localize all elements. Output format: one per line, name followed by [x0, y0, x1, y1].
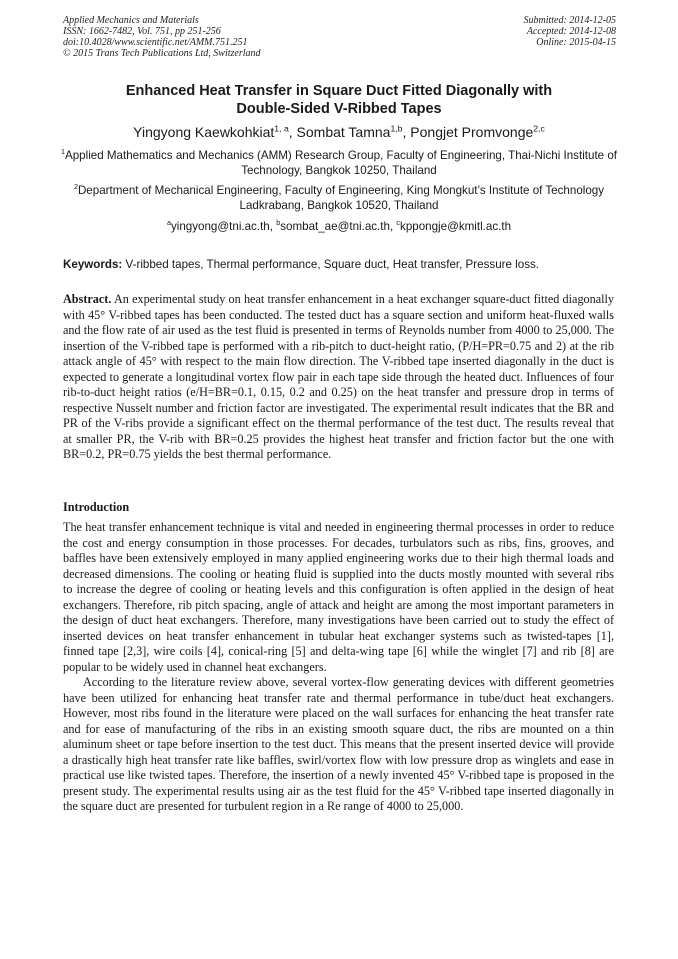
- copyright-line: © 2015 Trans Tech Publications Ltd, Switzerland: [63, 48, 261, 59]
- online-date: Online: 2015-04-15: [536, 37, 616, 48]
- affiliation-2: [55, 183, 623, 213]
- email-mark: c: [396, 218, 401, 228]
- intro-paragraph: According to the literature review above, several vortex-flow generating devices with different geometries have been utilized for enhancing heat transfer rate and thermal performance in tube/duct heat exchangers. However, most ribs found in the literature were placed on the wall surfaces for enhancing the heat transfer rate and for ease of manufacturing of the ribs in an existing smooth square duct, the ribs are mounted on a thin aluminum sheet or tape before insertion to the test duct. This means that the present inserted device will provide a drastically high heat transfer rate like baffles, swirl/vortex flow with low pressure drop as winglets and ease in practical use like twisted tapes. Therefore, the insertion of a newly invented 45° V-ribbed tape is proposed in the present study. The experimental results using air as the test fluid for the 45° V-ribbed tape inserted diagonally in the square duct are presented for turbulent region in a Re range of 4000 to 25,000.: [63, 675, 614, 813]
- accepted-date: Accepted: 2014-12-08: [526, 26, 616, 37]
- email-mark: b: [276, 218, 281, 228]
- affiliation-1: [55, 148, 623, 178]
- journal-header: [63, 15, 261, 59]
- affiliation-mark: 1: [60, 147, 65, 157]
- author-affiliation-mark: 2,c: [533, 123, 545, 134]
- author-affiliation-mark: 1,b: [390, 123, 403, 134]
- keywords-text: V-ribbed tapes, Thermal performance, Square duct, Heat transfer, Pressure loss.: [125, 258, 540, 271]
- introduction-heading: Introduction: [63, 500, 130, 514]
- issn-line: ISSN: 1662-7482, Vol. 751, pp 251-256: [63, 26, 221, 37]
- email-mark: a: [166, 218, 171, 228]
- journal-name: Applied Mechanics and Materials: [63, 15, 199, 26]
- author-name: Sombat Tamna: [296, 124, 391, 140]
- doi-line: doi:10.4028/www.scientific.net/AMM.751.251: [63, 37, 248, 48]
- email-link[interactable]: kppongje@kmitl.ac.th: [400, 220, 512, 233]
- affiliation-text: Applied Mathematics and Mechanics (AMM) Research Group, Faculty of Engineering, Thai-Nichi Institute of Technology, Bangkok 10250, Thailand: [64, 149, 618, 177]
- email-link[interactable]: yingyong@tni.ac.th,: [170, 220, 273, 233]
- email-list: [40, 219, 638, 234]
- title-line-2: Double-Sided V-Ribbed Tapes: [236, 101, 442, 117]
- affiliation-mark: 2: [73, 182, 78, 192]
- title-line-1: Enhanced Heat Transfer in Square Duct Fitted Diagonally with: [125, 83, 553, 99]
- abstract-label: Abstract.: [63, 292, 112, 306]
- author-list: Yingyong Kaewkohkiat$^{1, a}$, Sombat Tamna$^{1,b}$, Pongjet Promvonge$^{2,c}$: [133, 123, 545, 140]
- intro-paragraph: The heat transfer enhancement technique is vital and needed in engineering thermal processes in order to reduce the cost and energy consumption in those processes. For decades, turbulators such as ribs, fins, grooves, and baffles have been extensively employed in many applied engineering works due to their high thermal loads and decreased dimensions. The cooling or heating fluid is supplied into the ducts mostly mounted with several ribs to increase the degree of cooling or heating levels and this configuration is often applied in the design of heat exchangers. Therefore, rib pitch spacing, angle of attack and height are among the most important parameters in the design of duct heat exchangers. Therefore, many investigations have been carried out to study the effect of inserted devices on heat transfer enhancement in tubular heat exchanger systems such as twisted-tapes [1], finned tape [2,3], wire coils [4], conical-ring [5] and delta-wing tape [6] while the winglet [7] and rib [8] are popular to be widely used in channel heat exchangers.: [63, 520, 614, 674]
- abstract-section: [63, 292, 614, 463]
- submitted-date: Submitted: 2014-12-05: [523, 15, 616, 26]
- abstract-text: An experimental study on heat transfer enhancement in a heat exchanger square-duct fitted diagonally with 45° V-ribbed tapes has been conducted. The tested duct has a square section and uniform heat-fluxed walls and the flow rate of air used as the test fluid is presented in terms of Reynolds number from 4000 to 25,000. The insertion of the V-ribbed tape is performed with a rib-pitch to duct-height ratio, (P/H=PR=0.75 and 2) at the rib attack angle of 45° with respect to the main flow direction. The V-ribbed tape inserted diagonally in the duct is expected to generate a longitudinal vortex flow pair in each tape side through the heated duct. Influences of four rib-to-duct height ratios (e/H=BR=0.1, 0.15, 0.2 and 0.25) on the heat transfer and pressure drop in terms of respective Nusselt number and friction factor are investigated. The experimental result indicates that the BR and PR of the V-ribs provide a significant effect on the thermal performance of the test duct. The results reveal that at smaller PR, the V-rib with BR=0.25 provides the highest heat transfer and friction factor but the one with BR=0.2, PR=0.75 yields the best thermal performance.: [63, 292, 614, 461]
- introduction-body: [63, 520, 614, 815]
- author-name: Pongjet Promvonge: [410, 124, 534, 140]
- paper-title: [40, 82, 638, 118]
- affiliation-text: Department of Mechanical Engineering, Faculty of Engineering, King Mongkut’s Institute of Technology Ladkrabang, Bangkok 10520, Thailand: [77, 184, 605, 212]
- dates-header: [524, 15, 617, 48]
- email-link[interactable]: sombat_ae@tni.ac.th,: [280, 220, 394, 233]
- keywords-label: Keywords:: [63, 258, 123, 271]
- author-affiliation-mark: 1, a: [274, 123, 289, 134]
- author-name: Yingyong Kaewkohkiat: [133, 124, 275, 140]
- keywords-section: [63, 257, 623, 272]
